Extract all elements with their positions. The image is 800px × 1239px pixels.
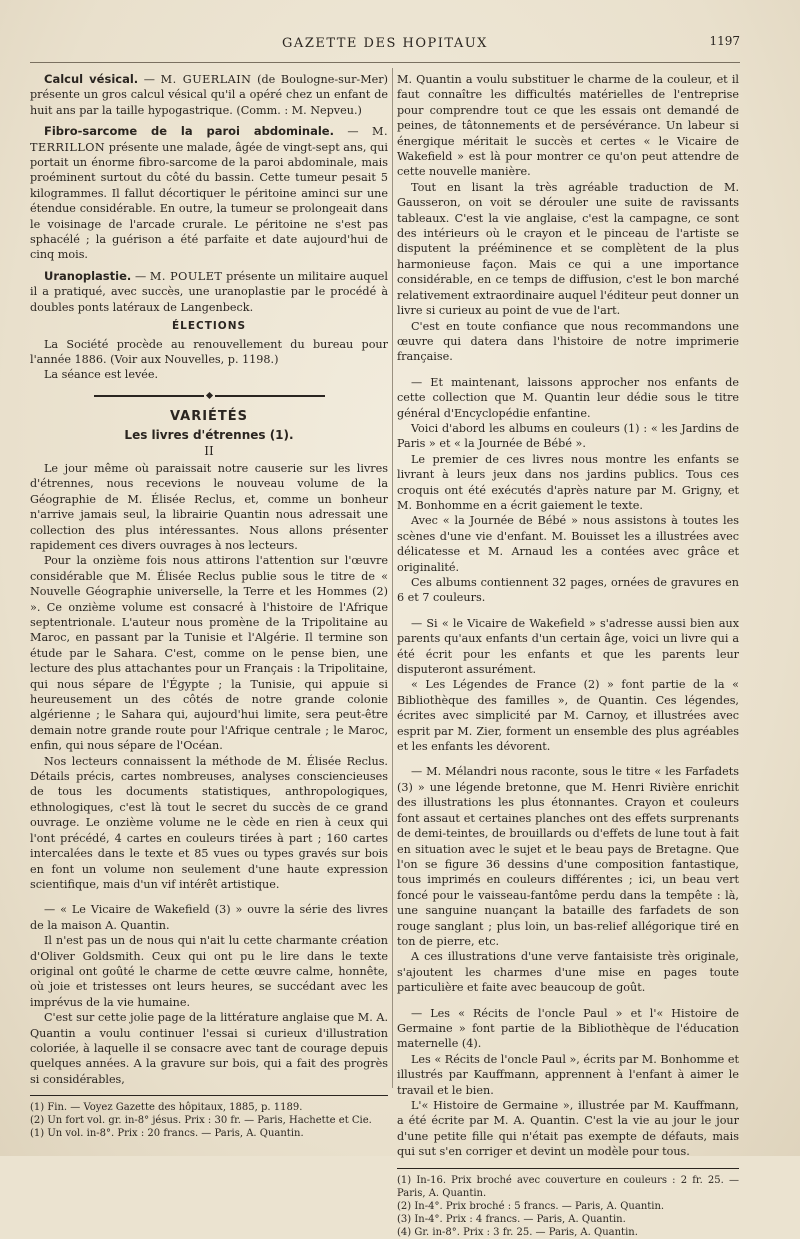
fibro-text: présente une malade, âgée de vingt-sept ans, qui portait un énorme fibro-sarcome de la paroi abdominale, mais proéminent surtout du côté du bassin. Cette tumeur pesait 5 kilogrammes. Il fallut décortiquer le péritoine aminci sur une étendue considérable. En outre, la tumeur se prolongeait dans le voisinage de l'arcade crurale. Le péritoine ne s'est pas sphacélé ; la guérison a été parfaite et date aujourd'hui de cinq mois. bbox=[30, 140, 388, 262]
article-paragraph: — Si « le Vicaire de Wakefield » s'adresse aussi bien aux parents qu'aux enfants d'un certain âge, voici un livre qui a été écrit pour les enfants et que les parents leur disputeront assurément. bbox=[397, 616, 739, 677]
footnote: (4) Gr. in-8°. Prix : 3 fr. 25. — Paris, A. Quantin. bbox=[397, 1226, 638, 1238]
footnote-rule bbox=[397, 1168, 739, 1169]
fibro-author: M. TERRILLON bbox=[30, 125, 388, 154]
page-header bbox=[30, 34, 740, 58]
footnote-rule bbox=[30, 1095, 388, 1096]
calcul-author: M. GUERLAIN bbox=[160, 73, 252, 86]
article-paragraph: — Les « Récits de l'oncle Paul » et l'« Histoire de Germaine » font partie de la Bibliothèque de l'éducation maternelle (4). bbox=[397, 1006, 739, 1051]
elections-heading: ÉLECTIONS bbox=[171, 320, 247, 333]
article-paragraph: Nos lecteurs connaissent la méthode de M. Élisée Reclus. Détails précis, cartes nombreuses, analyses consciencieuses de tous les documents statistiques, anthropologiques, ethnologiques, c'est là tout le secret du succès de ce grand ouvrage. Le onzième volume ne le cède en rien à ceux qui l'ont précédé, 4 cartes en couleurs tirées à part ; 160 cartes intercalées dans le texte et 85 vues ou types gravés sur bois en font un volume non seulement d'une haute expression scientifique, mais d'un vif intérêt artistique. bbox=[30, 754, 388, 891]
article-paragraph: — M. Mélandri nous raconte, sous le titre « les Farfadets (3) » une légende bretonne, que M. Henri Rivière enrichit des illustrations les plus étonnantes. Crayon et couleurs font assaut et certaines planches ont des effets surprenants de demi-teintes, de brouillards ou d'effets de lune tout à fait en situation avec le sujet et le beau pays de Bretagne. Que l'on se figure 36 dessins d'une composition fantastique, tous imprimés en couleurs différentes ; ici, un beau vert foncé pour le vaisseau-fantôme perdu dans la tempête : là, une sanguine nuançant la bataille des farfadets de son rouge sanglant ; plus loin, un bas-relief allégorique tiré en ton de pierre, etc. bbox=[397, 765, 739, 948]
article-paragraph: Voici d'abord les albums en couleurs (1) : « les Jardins de Paris » et « la Journée de Bébé ». bbox=[397, 421, 739, 451]
article-paragraph: Avec « la Journée de Bébé » nous assistons à toutes les scènes d'une vie d'enfant. M. Bouisset les a illustrées avec délicatesse et M. Arnaud les a contées avec grâce et originalité. bbox=[397, 514, 739, 574]
elections-paragraph: La Société procède au renouvellement du bureau pour l'année 1886. (Voir aux Nouvelles, p. 1198.) bbox=[30, 337, 388, 366]
calcul-paragraph: Calcul vésical. — M. GUERLAIN (de Boulogne-sur-Mer) présente un gros calcul vésical qu'il a opéré chez un enfant de huit ans par la taille hypogastrique. (Comm. : M. Nepveu.) bbox=[30, 72, 388, 117]
varietes-heading: VARIÉTÉS bbox=[169, 408, 249, 424]
article-paragraph: — Et maintenant, laissons approcher nos enfants de cette collection que M. Quantin leur dédie sous le titre général d'Encyclopédie enfantine. bbox=[397, 375, 739, 420]
fibro-paragraph: Fibro-sarcome de la paroi abdominale. — M. TERRILLON présente une malade, âgée de vingt-sept ans, qui portait un énorme fibro-sarcome de la paroi abdominale, mais proéminent surtout du côté du bassin. Cette tumeur pesait 5 kilogrammes. Il fallut décortiquer le péritoine aminci sur une étendue considérable. En outre, la tumeur se prolongeait dans le voisinage de l'arcade crurale. Le péritoine ne s'est pas sphacélé ; la guérison a été parfaite et date aujourd'hui de cinq mois. bbox=[30, 124, 388, 262]
article-paragraph: C'est en toute confiance que nous recommandons une œuvre qui datera dans l'histoire de notre imprimerie française. bbox=[397, 319, 739, 364]
header-rule bbox=[30, 62, 740, 63]
article-paragraph: C'est sur cette jolie page de la littérature anglaise que M. A. Quantin a voulu continuer l'essai si curieux d'illustration coloriée, à laquelle il se consacre avec tant de courage depuis quelques années. A la gravure sur bois, qui a fait des progrès si considérables, bbox=[30, 1011, 388, 1086]
seance-close: La séance est levée. bbox=[44, 368, 159, 382]
urano-paragraph: Uranoplastie. — M. POULET présente un militaire auquel il a pratiqué, avec succès, une uranoplastie par le procédé à doubles ponts latéraux de Langenbeck. bbox=[30, 268, 388, 314]
article-paragraph: — « Le Vicaire de Wakefield (3) » ouvre la série des livres de la maison A. Quantin. bbox=[30, 903, 388, 932]
footnote: (2) In-4°. Prix broché : 5 francs. — Paris, A. Quantin. bbox=[397, 1200, 665, 1212]
page-number: 1197 bbox=[709, 34, 740, 48]
urano-heading: Uranoplastie. bbox=[44, 268, 132, 283]
calcul-heading: Calcul vésical. bbox=[44, 72, 139, 86]
footnote: (1) Un vol. in-8°. Prix : 20 francs. — Paris, A. Quantin. bbox=[30, 1128, 304, 1140]
article-paragraph: A ces illustrations d'une verve fantaisiste très originale, s'ajoutent les charmes d'une mise en pages toute particulière et faite avec beaucoup de goût. bbox=[397, 950, 739, 995]
calcul-text: (de Boulogne-sur-Mer) présente un gros calcul vésical qu'il a opéré chez un enfant de huit ans par la taille hypogastrique. (Comm. : M. Nepveu.) bbox=[30, 73, 388, 117]
publication-title: GAZETTE DES HOPITAUX bbox=[282, 36, 488, 51]
part-numeral: II bbox=[204, 443, 214, 458]
footnote: (1) In-16. Prix broché avec couverture en couleurs : 2 fr. 25. — Paris, A. Quantin. bbox=[397, 1174, 739, 1199]
article-paragraph: Tout en lisant la très agréable traduction de M. Gausseron, on voit se dérouler une suite de ravissants tableaux. C'est la vie anglaise, c'est la campagne, ce sont des intérieurs où le crayon et le pinceau de l'artiste se disputent la prééminence et se complètent de la plus harmonieuse façon. Mais ce qui a une importance considérable, en ce temps de diffusion, c'est le bon marché relativement extraordinaire auquel l'éditeur peut donner un livre si curieux au point de vue de l'art. bbox=[397, 180, 739, 318]
left-column bbox=[30, 72, 388, 1140]
urano-author: M. POULET bbox=[149, 269, 223, 283]
article-paragraph: Les « Récits de l'oncle Paul », écrits par M. Bonhomme et illustrés par Kauffmann, apprennent à l'enfant à aimer le travail et le bien. bbox=[397, 1052, 739, 1097]
article-paragraph: « Les Légendes de France (2) » font partie de la « Bibliothèque des familles », de Quantin. Ces légendes, écrites avec simplicité par M. Carnoy, et illustrées avec esprit par M. Zier, forment un ensemble des plus agréables et les enfants les dévorent. bbox=[397, 678, 739, 754]
section-ornament bbox=[30, 389, 388, 403]
right-column bbox=[397, 72, 739, 1239]
article-paragraph: Ces albums contiennent 32 pages, ornées de gravures en 6 et 7 couleurs. bbox=[397, 576, 739, 605]
article-paragraph: Il n'est pas un de nous qui n'ait lu cette charmante création d'Oliver Goldsmith. Ceux qui ont pu le lire dans le texte original ont goûté le charme de cette œuvre calme, honnête, où joie et tristesses ont leurs heures, se succédant avec les imprévus de la vie humaine. bbox=[30, 934, 388, 1009]
column-divider bbox=[392, 68, 393, 1088]
etrennes-title: Les livres d'étrennes (1). bbox=[124, 428, 294, 443]
footnote: (3) In-4°. Prix : 4 francs. — Paris, A. Quantin. bbox=[397, 1213, 626, 1225]
fibro-heading: Fibro-sarcome de la paroi abdominale. bbox=[44, 124, 334, 139]
footnote: (2) Un fort vol. gr. in-8° jésus. Prix : 30 fr. — Paris, Hachette et Cie. bbox=[30, 1115, 372, 1127]
article-paragraph: Le jour même où paraissait notre causerie sur les livres d'étrennes, nous recevions le nouveau volume de la Géographie de M. Élisée Reclus, et, comme un bonheur n'arrive jamais seul, la librairie Quantin nous adressait une collection des plus intéressantes. Nous allons présenter rapidement ces divers ouvrages à nos lecteurs. bbox=[30, 461, 388, 552]
article-paragraph: Pour la onzième fois nous attirons l'attention sur l'œuvre considérable que M. Élisée Reclus publie sous le titre de « Nouvelle Géographie universelle, la Terre et les Hommes (2) ». Ce onzième volume est consacré à l'histoire de l'Afrique septentrionale. L'auteur nous promène de la Tripolitaine au Maroc, en passant par la Tunisie et l'Algérie. Il termine son étude par le Sahara. C'est, comme on le pense bien, une lecture des plus attachantes pour un Français : la Tripolitaine, qui nous sépare de l'Égypte ; la Tunisie, qui appuie si heureusement un des côtés de notre grande colonie algérienne ; le Sahara qui, aujourd'hui limite, sera peut-être demain notre grande route pour l'Afrique centrale ; le Maroc, enfin, qui nous sépare de l'Océan. bbox=[30, 554, 388, 753]
urano-text: présente un militaire auquel il a pratiqué, avec succès, une uranoplastie par le procédé à doubles ponts latéraux de Langenbeck. bbox=[30, 269, 388, 314]
article-paragraph: L'« Histoire de Germaine », illustrée par M. Kauffmann, a été écrite par M. A. Quantin. C'est la vie au jour le jour d'une petite fille qui n'était pas exempte de défauts, mais qui sut s'en corriger et devint un modèle pour tous. bbox=[397, 1099, 739, 1159]
footnote: (1) Fin. — Voyez Gazette des hôpitaux, 1885, p. 1189. bbox=[30, 1102, 303, 1114]
article-paragraph: Le premier de ces livres nous montre les enfants se livrant à leurs jeux dans nos jardins publics. Tous ces croquis ont été exécutés d'après nature par M. Grigny, et M. Bonhomme en a écrit gaiement le texte. bbox=[397, 452, 739, 512]
article-paragraph: M. Quantin a voulu substituer le charme de la couleur, et il faut connaître les difficultés matérielles de l'entreprise pour comprendre tout ce que les essais ont demandé de peines, de tâtonnements et de persévérance. Un labeur si énergique méritait le succès et certes « le Vicaire de Wakefield » est là pour montrer ce qu'on peut attendre de cette nouvelle manière. bbox=[397, 73, 739, 179]
